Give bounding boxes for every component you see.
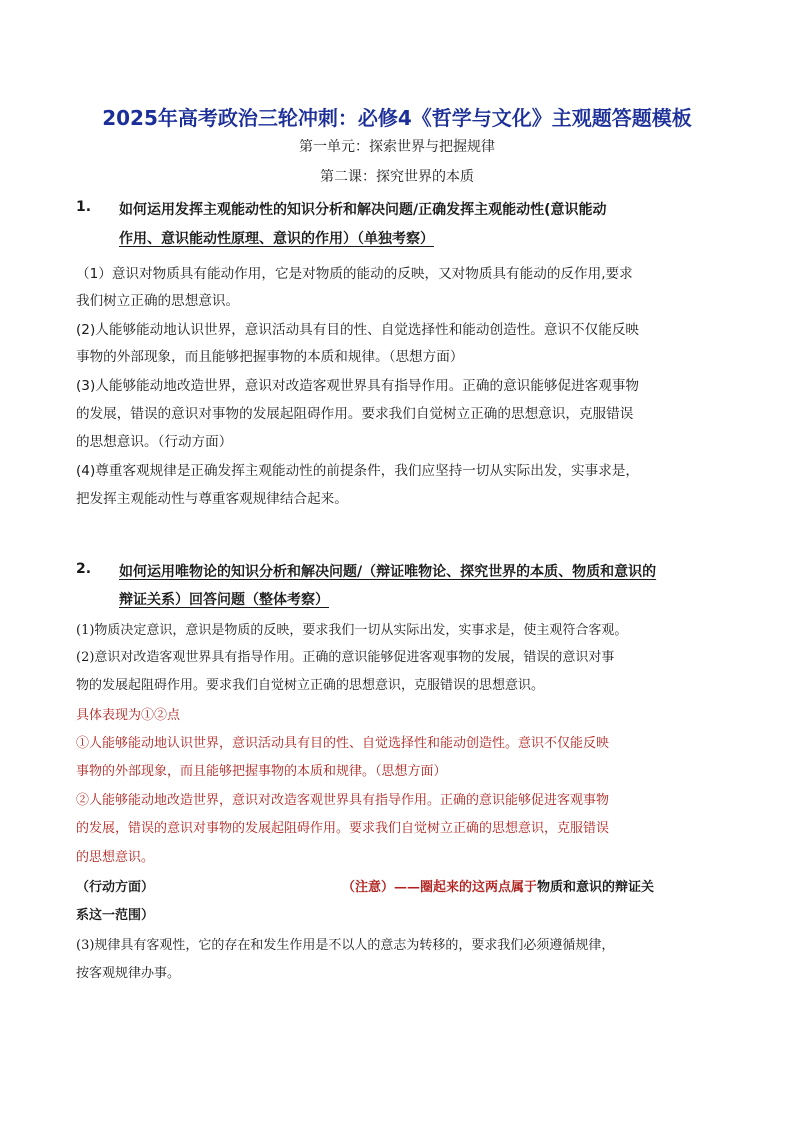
q2-point-3-line: (3)规律具有客观性，它的存在和发生作用是不以人的意志为转移的，要求我们必须遵循规律， (76, 938, 615, 953)
note-line (342, 876, 654, 895)
q1-point-1-line: （1）意识对物质具有能动作用，它是对物质的能动的反映，又对物质具有能动的反作用,要求 (76, 266, 633, 282)
action-aspect-label: （行动方面） (76, 880, 155, 895)
specific-manifestation-label: 具体表现为①②点 (76, 708, 181, 723)
note-black-text: 物质和意识的辩证关 (537, 880, 655, 895)
q1-point-3-line: 的发展，错误的意识对事物的发展起阻碍作用。要求我们自觉树立正确的思想意识，克服错误 (76, 406, 634, 422)
question-2-number: 2. (76, 561, 92, 577)
q2-point-2-line: 物的发展起阻碍作用。要求我们自觉树立正确的思想意识，克服错误的思想意识。 (76, 678, 545, 693)
circled-point-2-line: 的发展，错误的意识对事物的发展起阻碍作用。要求我们自觉树立正确的思想意识，克服错误 (76, 821, 610, 836)
circled-point-1-line: 事物的外部现象，而且能够把握事物的本质和规律。（思想方面） (76, 764, 447, 779)
question-1-number: 1. (76, 199, 92, 215)
question-1-title-cont: 作用、意识能动性原理、意识的作用）（单独考察） (119, 231, 434, 247)
q1-point-2-line: 事物的外部现象，而且能够把握事物的本质和规律。（思想方面） (76, 349, 464, 365)
lesson-heading: 第二课：探究世界的本质 (320, 169, 474, 185)
question-1-title: 如何运用发挥主观能动性的知识分析和解决问题/正确发挥主观能动性(意识能动 (119, 202, 607, 218)
question-2-title: 如何运用唯物论的知识分析和解决问题/（辩证唯物论、探究世界的本质、物质和意识的 (119, 564, 657, 580)
q2-point-2-line: (2)意识对改造客观世界具有指导作用。正确的意识能够促进客观事物的发展，错误的意识对事 (76, 650, 615, 665)
document-title: 2025年高考政治三轮冲刺：必修4《哲学与文化》主观题答题模板 (102, 106, 692, 130)
note-line-cont: 系这一范围） (76, 908, 155, 923)
circled-point-2-line: 的思想意识。 (76, 850, 155, 865)
q1-point-1-line: 我们树立正确的思想意识。 (76, 293, 240, 309)
note-red-text: （注意）——圈起来的这两点属于 (342, 880, 538, 895)
q1-point-4-line: 把发挥主观能动性与尊重客观规律结合起来。 (76, 491, 348, 507)
q1-point-3-line: (3)人能够能动地改造世界，意识对改造客观世界具有指导作用。正确的意识能够促进客观事物 (76, 378, 640, 394)
q1-point-3-line: 的思想意识。（行动方面） (76, 434, 233, 450)
unit-heading: 第一单元：探索世界与把握规律 (299, 139, 495, 155)
q2-point-1-line: (1)物质决定意识，意识是物质的反映，要求我们一切从实际出发，实事求是，使主观符合客观。 (76, 623, 628, 638)
question-2-title-cont: 辩证关系）回答问题（整体考察） (119, 592, 329, 608)
q2-point-3-line: 按客观规律办事。 (76, 966, 181, 981)
q1-point-4-line: (4)尊重客观规律是正确发挥主观能动性的前提条件，我们应坚持一切从实际出发，实事求是， (76, 463, 640, 479)
circled-point-2-line: ②人能够能动地改造世界，意识对改造客观世界具有指导作用。正确的意识能够促进客观事物 (76, 793, 610, 808)
q1-point-2-line: (2)人能够能动地认识世界，意识活动具有目的性、自觉选择性和能动创造性。意识不仅能反映 (76, 322, 640, 338)
circled-point-1-line: ①人能够能动地认识世界，意识活动具有目的性、自觉选择性和能动创造性。意识不仅能反映 (76, 736, 610, 751)
